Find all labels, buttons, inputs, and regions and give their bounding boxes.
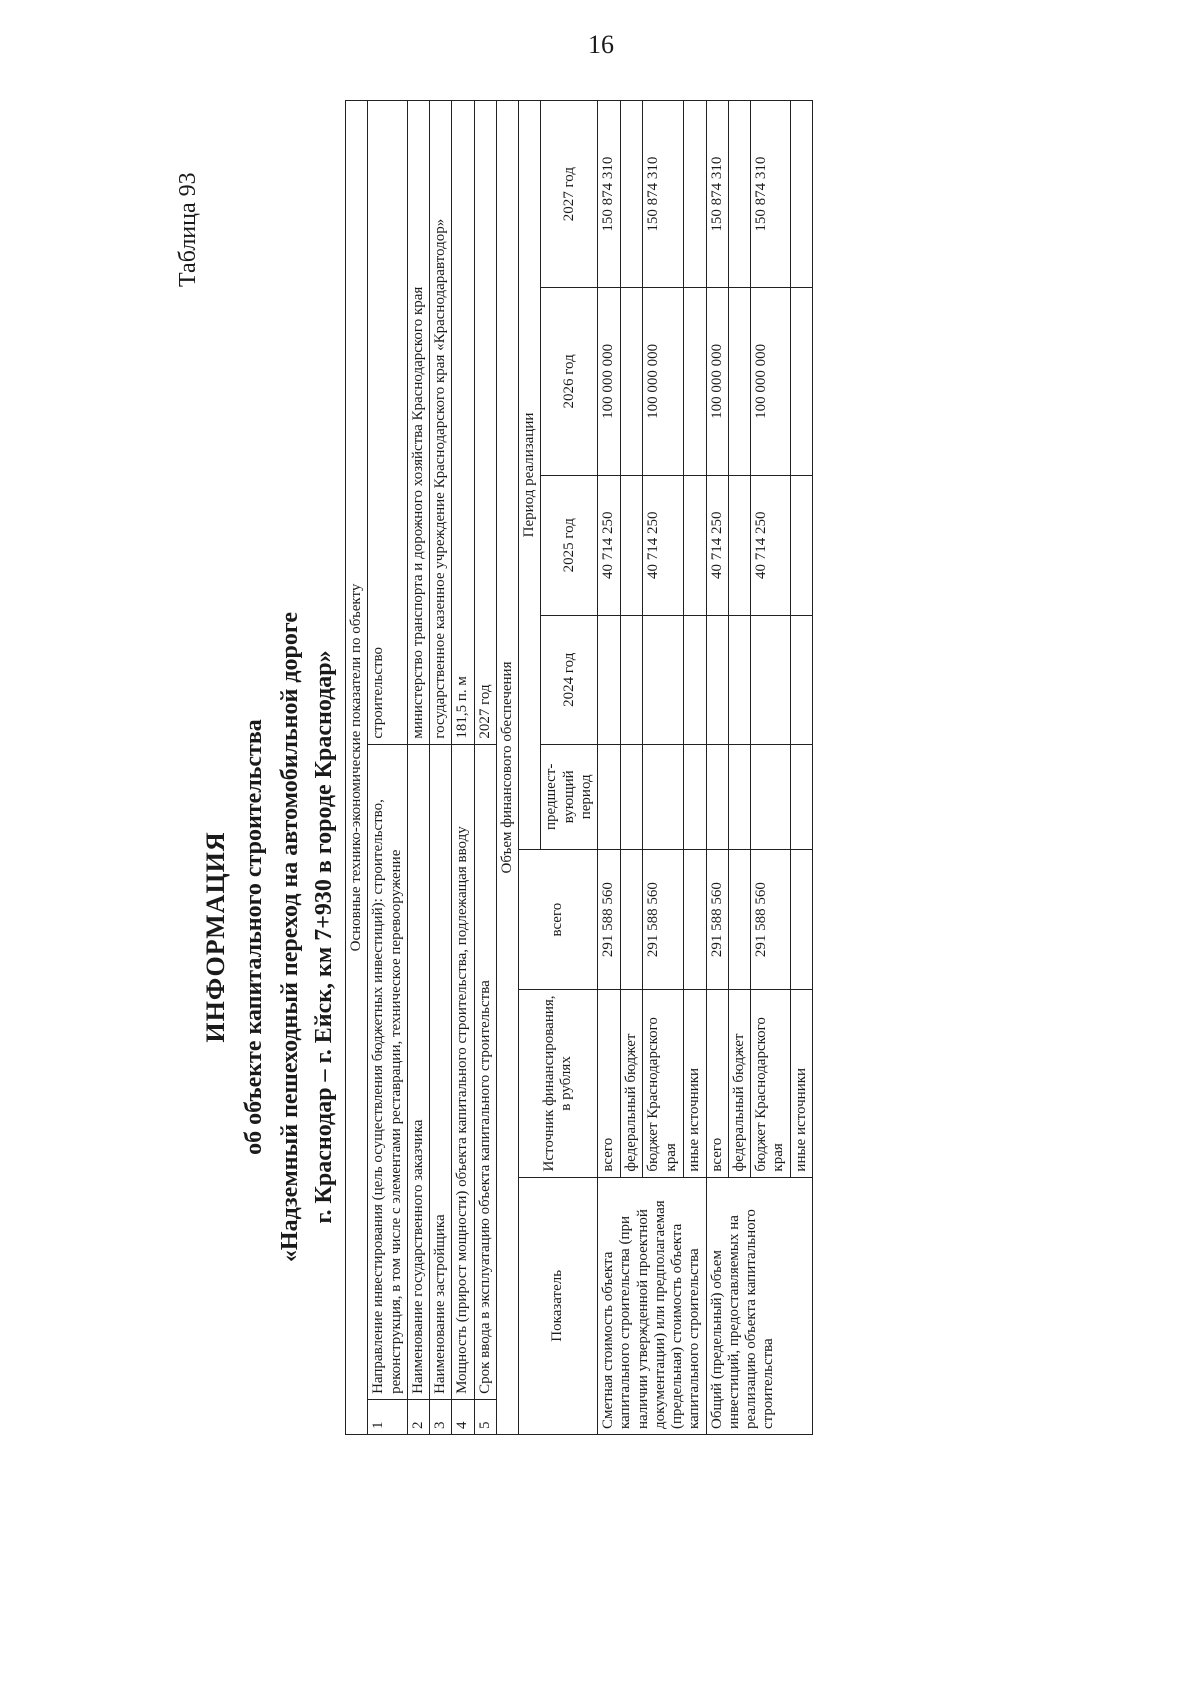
fin-value-y2027: 150 874 310 bbox=[751, 101, 791, 288]
indicator-row bbox=[474, 101, 496, 1435]
header-y2025: 2025 год bbox=[541, 475, 598, 615]
fin-source: федеральный бюджет bbox=[620, 990, 643, 1177]
fin-value-y2025: 40 714 250 bbox=[706, 475, 728, 615]
fin-value-total: 291 588 560 bbox=[643, 849, 683, 989]
row-number: 2 bbox=[407, 1399, 429, 1434]
fin-value-prev bbox=[706, 744, 728, 849]
fin-value-y2024 bbox=[706, 615, 728, 744]
fin-row bbox=[598, 101, 621, 1435]
fin-value-y2024 bbox=[620, 615, 643, 744]
row-number: 5 bbox=[474, 1399, 496, 1434]
rotated-document-body bbox=[0, 97, 1200, 1697]
fin-header-row bbox=[519, 101, 541, 1435]
object-name-line2: г. Краснодар – г. Ейск, км 7+930 в городе Краснодар» bbox=[311, 650, 337, 1224]
fin-value-y2026: 100 000 000 bbox=[706, 288, 728, 475]
fin-value-prev bbox=[683, 744, 706, 849]
fin-value-prev bbox=[728, 744, 750, 849]
fin-value-y2027: 150 874 310 bbox=[643, 101, 683, 288]
indicator-row bbox=[430, 101, 452, 1435]
fin-source: иные источники bbox=[790, 990, 812, 1177]
header-indicator: Показатель bbox=[519, 1177, 598, 1434]
row-label: Срок ввода в эксплуатацию объекта капитального строительства bbox=[474, 744, 496, 1399]
section1-title-row bbox=[346, 101, 368, 1435]
header-y2026: 2026 год bbox=[541, 288, 598, 475]
indicator-row bbox=[368, 101, 408, 1435]
fin-value-y2027: 150 874 310 bbox=[706, 101, 728, 288]
header-total: всего bbox=[519, 849, 598, 989]
fin-value-y2025: 40 714 250 bbox=[598, 475, 621, 615]
fin-value-total: 291 588 560 bbox=[706, 849, 728, 989]
fin-value-y2024 bbox=[683, 615, 706, 744]
fin-indicator: Общий (предельный) объем инвестиций, предоставляемых на реализацию объекта капитального строительства bbox=[706, 1177, 812, 1434]
fin-value-total bbox=[620, 849, 643, 989]
fin-source: всего bbox=[598, 990, 621, 1177]
fin-indicator: Сметная стоимость объекта капитального строительства (при наличии утвержденной проектной документации) или предполагаемая (предельная) стоимость объекта капитального строительства bbox=[598, 1177, 707, 1434]
fin-value-y2027 bbox=[620, 101, 643, 288]
section2-title-row bbox=[496, 101, 518, 1435]
table-label: Таблица 93 bbox=[175, 172, 201, 287]
header-y2027: 2027 год bbox=[541, 101, 598, 288]
fin-source: бюджет Краснодарского края bbox=[751, 990, 791, 1177]
row-value: государственное казенное учреждение Краснодарского края «Краснодаравтодор» bbox=[430, 101, 452, 745]
fin-value-y2026 bbox=[790, 288, 812, 475]
document-title: ИНФОРМАЦИЯ bbox=[201, 831, 230, 1043]
row-value: строительство bbox=[368, 101, 408, 745]
fin-source: всего bbox=[706, 990, 728, 1177]
page-number: 16 bbox=[588, 30, 614, 59]
fin-value-prev bbox=[643, 744, 683, 849]
document-subtitle: об объекте капитального строительства bbox=[241, 719, 267, 1155]
fin-value-prev bbox=[598, 744, 621, 849]
fin-value-y2026 bbox=[620, 288, 643, 475]
fin-value-y2025 bbox=[683, 475, 706, 615]
object-info-table bbox=[345, 100, 813, 1435]
indicator-row bbox=[452, 101, 474, 1435]
fin-value-y2024 bbox=[643, 615, 683, 744]
fin-value-total bbox=[790, 849, 812, 989]
fin-value-y2024 bbox=[790, 615, 812, 744]
fin-value-prev bbox=[790, 744, 812, 849]
fin-value-y2026 bbox=[683, 288, 706, 475]
row-label: Мощность (прирост мощности) объекта капитального строительства, подлежащая вводу bbox=[452, 744, 474, 1399]
fin-value-y2024 bbox=[598, 615, 621, 744]
fin-row bbox=[706, 101, 728, 1435]
fin-value-y2026 bbox=[728, 288, 750, 475]
fin-value-y2027 bbox=[728, 101, 750, 288]
fin-value-prev bbox=[751, 744, 791, 849]
row-label: Наименование застройщика bbox=[430, 744, 452, 1399]
fin-value-total bbox=[728, 849, 750, 989]
section1-title: Основные технико-экономические показатели по объекту bbox=[346, 101, 368, 1435]
fin-value-y2027: 150 874 310 bbox=[598, 101, 621, 288]
header-source: Источник финансирования, в рублях bbox=[519, 990, 598, 1177]
fin-value-total: 291 588 560 bbox=[598, 849, 621, 989]
fin-value-y2025: 40 714 250 bbox=[643, 475, 683, 615]
fin-value-y2025 bbox=[728, 475, 750, 615]
row-value: 181,5 п. м bbox=[452, 101, 474, 745]
row-label: Наименование государственного заказчика bbox=[407, 744, 429, 1399]
header-previous: предшест-вующий период bbox=[541, 744, 598, 849]
header-period: Период реализации bbox=[519, 101, 541, 850]
row-label: Направление инвестирования (цель осуществления бюджетных инвестиций): строительство, реконструкция, в том числе с элементами реставрации, техническое перевооружение bbox=[368, 744, 408, 1399]
section2-title: Объем финансового обеспечения bbox=[496, 101, 518, 1435]
fin-value-y2024 bbox=[728, 615, 750, 744]
fin-value-y2027 bbox=[790, 101, 812, 288]
object-name-line1: «Надземный пешеходный переход на автомобильной дороге bbox=[277, 611, 303, 1263]
fin-value-total: 291 588 560 bbox=[751, 849, 791, 989]
fin-value-y2025: 40 714 250 bbox=[751, 475, 791, 615]
row-number: 1 bbox=[368, 1399, 408, 1434]
fin-source: бюджет Краснодарского края bbox=[643, 990, 683, 1177]
indicator-row bbox=[407, 101, 429, 1435]
row-number: 4 bbox=[452, 1399, 474, 1434]
fin-value-y2024 bbox=[751, 615, 791, 744]
fin-value-y2025 bbox=[790, 475, 812, 615]
row-value: 2027 год bbox=[474, 101, 496, 745]
fin-value-y2026: 100 000 000 bbox=[643, 288, 683, 475]
fin-source: иные источники bbox=[683, 990, 706, 1177]
row-value: министерство транспорта и дорожного хозяйства Краснодарского края bbox=[407, 101, 429, 745]
fin-source: федеральный бюджет bbox=[728, 990, 750, 1177]
header-y2024: 2024 год bbox=[541, 615, 598, 744]
fin-value-y2027 bbox=[683, 101, 706, 288]
fin-value-y2026: 100 000 000 bbox=[598, 288, 621, 475]
fin-value-prev bbox=[620, 744, 643, 849]
fin-value-y2025 bbox=[620, 475, 643, 615]
row-number: 3 bbox=[430, 1399, 452, 1434]
fin-value-total bbox=[683, 849, 706, 989]
fin-value-y2026: 100 000 000 bbox=[751, 288, 791, 475]
